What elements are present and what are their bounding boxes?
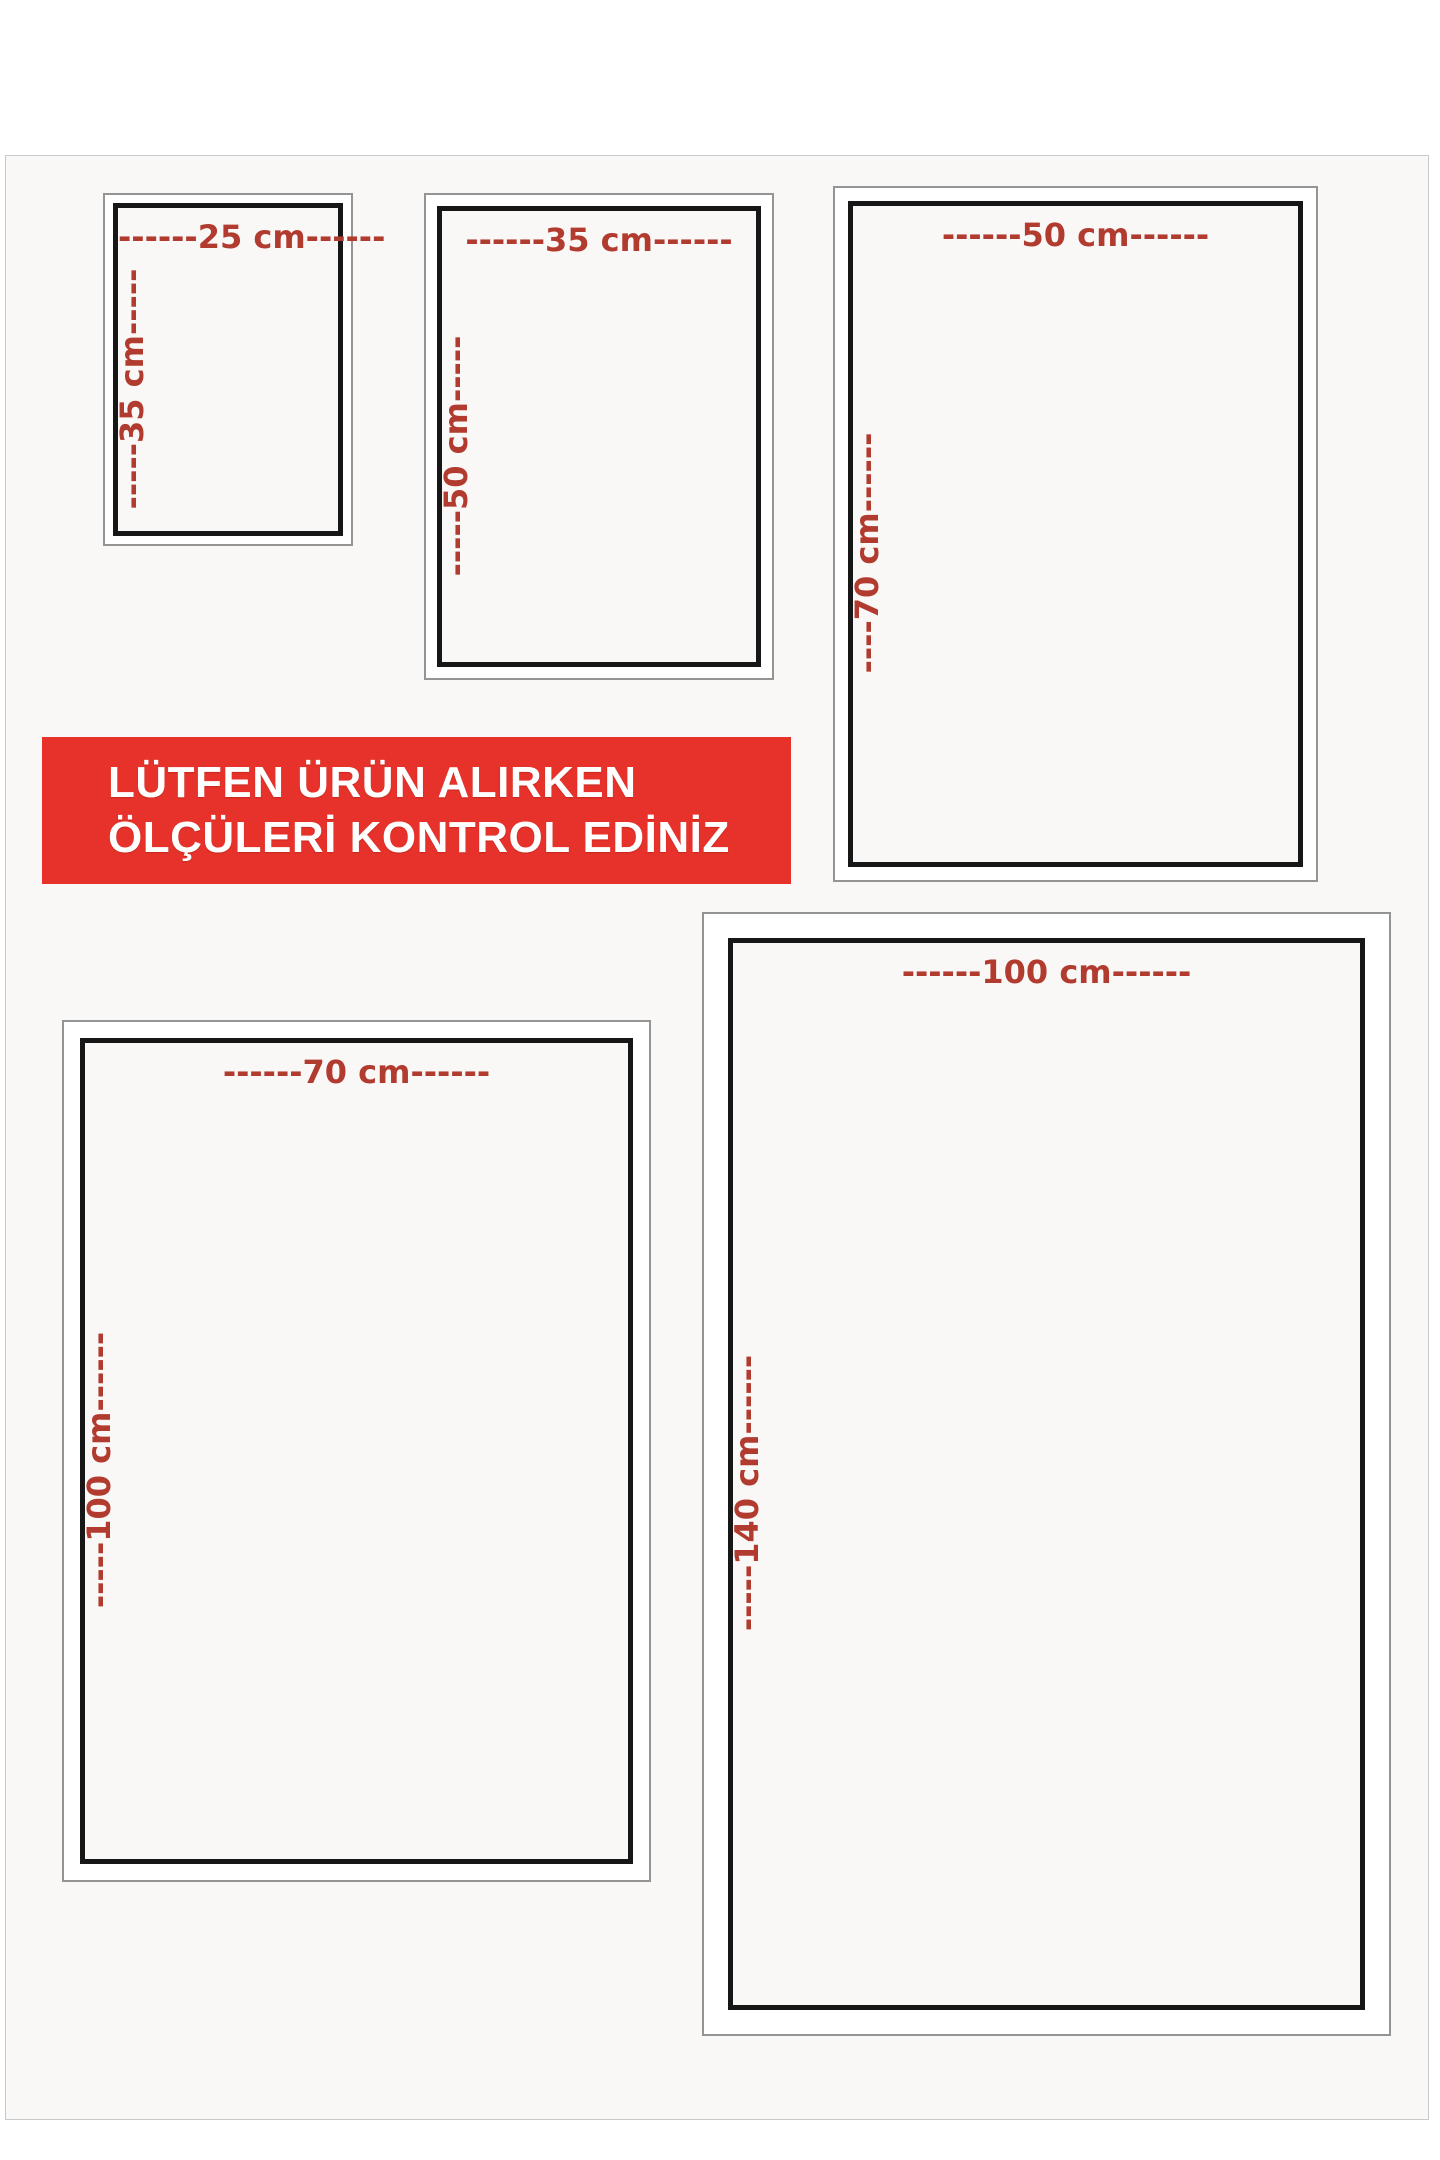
height-label: ----70 cm------ (848, 432, 886, 674)
width-label: ------100 cm------ (901, 953, 1192, 991)
size-box-100x140-frame (728, 938, 1365, 2010)
height-label: -----35 cm----- (113, 268, 151, 509)
size-box-25x35-frame (113, 203, 386, 536)
size-box-100x140 (702, 912, 1391, 2036)
warning-banner (42, 737, 791, 884)
size-box-70x100 (62, 1020, 651, 1882)
width-label: ------50 cm------ (941, 216, 1210, 254)
warning-banner-line1: LÜTFEN ÜRÜN ALIRKEN (108, 758, 637, 808)
height-label: -----140 cm------ (728, 1354, 766, 1632)
height-label: -----50 cm----- (437, 335, 475, 576)
size-box-50x70 (833, 186, 1318, 882)
size-box-70x100-frame (80, 1038, 633, 1864)
width-label: ------70 cm------ (222, 1053, 491, 1091)
width-label: ------25 cm------ (118, 218, 386, 256)
size-box-50x70-frame (848, 201, 1303, 867)
width-label: ------35 cm------ (465, 221, 733, 259)
size-box-25x35 (103, 193, 386, 546)
warning-banner-line2: ÖLÇÜLERİ KONTROL EDİNİZ (108, 812, 730, 862)
size-box-35x50-frame (437, 206, 761, 667)
size-box-35x50 (424, 193, 774, 680)
height-label: -----100 cm------ (80, 1331, 118, 1609)
